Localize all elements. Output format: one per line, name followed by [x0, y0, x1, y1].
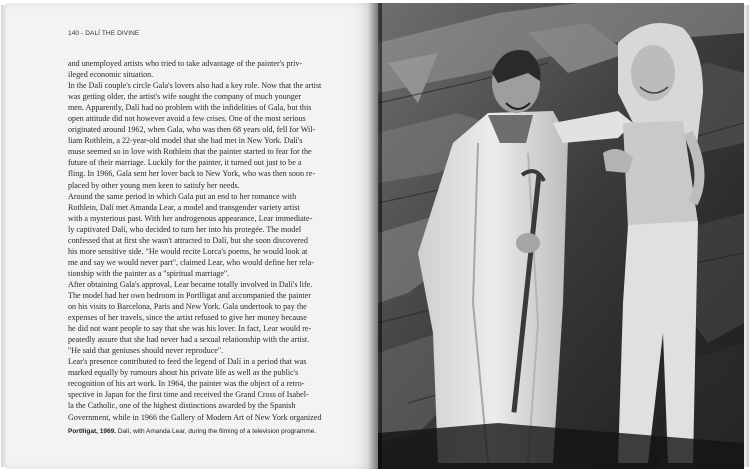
- text-line: Rothlein, Dalí met Amanda Lear, a model and transgender variety artist: [68, 202, 300, 212]
- open-book: [6, 3, 744, 469]
- book-spine: [368, 3, 382, 469]
- left-page: [6, 3, 378, 469]
- text-line: recognition of his art work. In 1964, the painter was the object of a retro-: [68, 379, 305, 389]
- text-line: open attitude did not however avoid a few crises. One of the most serious: [68, 114, 306, 124]
- text-line: peatedly assure that she had never had a sexual relationship with the artist.: [68, 335, 310, 345]
- right-page-edge: [744, 5, 749, 467]
- caption-text: Dalí, with Amanda Lear, during the filming of a television programme.: [116, 428, 317, 435]
- text-line: muse seemed so in love with Rothlein that the painter started to fear for the: [68, 147, 312, 157]
- text-line: In the Dalí couple's circle Gala's lovers also had a key role. Now that the artist: [68, 81, 322, 91]
- text-line: Around the same period in which Gala put an end to her romance with: [68, 191, 297, 201]
- text-line: with a mysterious past. With her androgenous appearance, Lear immediate-: [68, 213, 313, 223]
- text-line: "He said that geniuses should never reproduce".: [68, 346, 224, 356]
- right-page-photo: [378, 3, 744, 469]
- text-line: future of their marriage. Luckily for the painter, it turned out just to be a: [68, 158, 302, 168]
- text-line: me and say we would never part", claimed Lear, who would define her rela-: [68, 257, 314, 267]
- text-line: liam Rothlein, a 22-year-old model that she had met in New York. Dalí's: [68, 136, 303, 146]
- body-text: [68, 58, 346, 423]
- photo-caption: [68, 428, 316, 435]
- text-line: After obtaining Gala's approval, Lear became totally involved in Dalí's life.: [68, 279, 313, 289]
- photo-dali-and-lear: [378, 3, 744, 469]
- text-line: his more sensitive side. "He would recite Lorca's poems, he would look at: [68, 246, 308, 256]
- text-line: la the Catholic, one of the highest distinctions awarded by the Spanish: [68, 401, 296, 411]
- text-line: and unemployed artists who tried to take advantage of the painter's priv-: [68, 59, 303, 68]
- text-line: confessed that at first she wasn't attracted to Dalí, but she soon discovered: [68, 235, 308, 245]
- text-line: Lear's presence contributed to feed the legend of Dalí in a period that was: [68, 357, 307, 367]
- text-line: The model had her own bedroom in Portlligat and accompanied the painter: [68, 290, 311, 300]
- caption-bold: Portlligat, 1969.: [68, 428, 117, 435]
- text-line: was getting older, the artist's wife sought the company of much younger: [68, 92, 302, 102]
- text-line: expenses of her travels, since the artist refused to give her money because: [68, 313, 307, 323]
- text-line: tionship with the painter as a "spiritual marriage".: [68, 268, 230, 278]
- text-line: on his visits to Barcelona, Paris and New York. Gala undertook to pay the: [68, 302, 307, 312]
- text-line: ly captivated Dalí, who decided to turn her into his protegée. The model: [68, 224, 302, 234]
- text-line: Government, while in 1966 the Gallery of Modern Art of New York organized: [68, 412, 322, 422]
- running-head: 140 - DALÍ THE DIVINE: [68, 30, 140, 37]
- text-line: ileged economic situation.: [68, 70, 154, 80]
- text-line: marked equally by rumours about his private life as well as the public's: [68, 368, 299, 378]
- text-line: originated around 1962, when Gala, who was then 68 years old, fell for Wil-: [68, 125, 316, 135]
- text-line: fling. In 1966, Gala sent her lover back to New York, who was then soon re-: [68, 169, 316, 179]
- text-line: placed by other young men keen to satisfy her needs.: [68, 180, 240, 190]
- text-line: men. Apparently, Dalí had no problem with the infidelities of Gala, but this: [68, 103, 312, 113]
- text-line: he did not want people to say that she was his lover. In fact, Lear would re-: [68, 324, 312, 334]
- text-line: spective in Japan for the first time and received the Grand Cross of Isabel-: [68, 390, 309, 400]
